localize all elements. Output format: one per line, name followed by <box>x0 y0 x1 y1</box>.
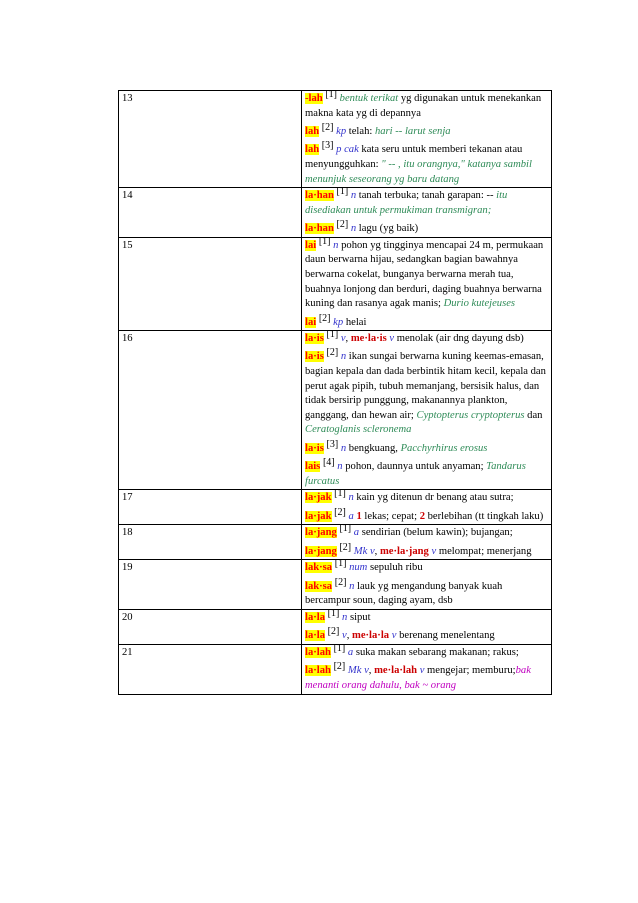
definition-text: kain yg ditenun dr benang atau sutra; <box>353 492 514 504</box>
definition-text: suka makan sebarang makanan; rakus; <box>353 646 519 658</box>
word-class: n <box>340 351 347 363</box>
dictionary-entry <box>305 312 548 331</box>
table-row <box>119 490 552 525</box>
proverb-text: bak menanti orang dahulu, bak ~ orang <box>305 665 531 691</box>
dictionary-entry <box>305 329 548 347</box>
headword: lak·sa <box>305 580 333 592</box>
dictionary-entry <box>305 626 548 644</box>
definition-text: berenang menelentang <box>396 630 495 642</box>
homonym-number: [1] <box>326 329 339 341</box>
homonym-number: [2] <box>339 541 352 553</box>
entry-cell <box>302 331 552 490</box>
word-class: a <box>353 527 360 539</box>
definition-text: tanah terbuka; tanah garapan: -- <box>356 190 497 202</box>
dictionary-entry <box>305 488 548 506</box>
definition-text: siput <box>347 611 371 623</box>
dictionary-entry <box>305 438 548 457</box>
table-row <box>119 331 552 490</box>
definition-text: berlebihan (tt tingkah laku) <box>424 510 544 522</box>
definition-text: lekas; cepat; <box>361 510 420 522</box>
homonym-number: [2] <box>336 219 349 231</box>
table-row <box>119 237 552 330</box>
dictionary-entry <box>305 235 548 312</box>
word-class: n <box>350 223 357 235</box>
dictionary-entry <box>305 523 548 541</box>
word-class: a <box>348 510 354 522</box>
word-class: kp <box>336 125 347 137</box>
definition-text: ikan sungai berwarna kuning keemas-emasan, bagian kepala dan dada berbintik hitam kecil, kepala dan perut agak pipih, tubuh memanjang, bersisik halus, dan tidak bersirip punggung, makanannya plankton, ganggang, dan hewan air; <box>305 351 546 421</box>
example-text: Cyptopterus cryptopterus <box>416 409 525 421</box>
word-class: v <box>391 630 397 642</box>
derived-form: 1 <box>356 510 362 522</box>
definition-text: dan <box>524 409 543 421</box>
homonym-number: [3] <box>321 140 334 152</box>
homonym-number: [1] <box>336 186 349 198</box>
homonym-number: [1] <box>334 558 347 570</box>
homonym-number: [2] <box>318 312 331 324</box>
word-class: Mk v <box>347 665 369 677</box>
headword: lah <box>305 125 320 137</box>
dictionary-entry <box>305 661 548 693</box>
dictionary-entry <box>305 506 548 525</box>
headword: lai <box>305 316 317 328</box>
definition-text: pohon, daunnya untuk anyaman; <box>342 461 487 473</box>
homonym-number: [1] <box>333 642 346 654</box>
example-text: Ceratoglanis scleronema <box>305 424 412 436</box>
headword: la·is <box>305 351 324 363</box>
derived-form: me·la·la <box>352 630 390 642</box>
word-class: n <box>337 461 343 473</box>
homonym-number: [2] <box>321 121 334 133</box>
word-class: kp <box>333 316 344 328</box>
definition-text: , <box>345 333 351 345</box>
word-class: n <box>342 611 348 623</box>
headword: la·is <box>305 333 324 345</box>
definition-text: lauk yg mengandung banyak kuah bercampur soun, daging ayam, dsb <box>305 580 503 607</box>
headword: lak·sa <box>305 562 333 574</box>
homonym-number: [2] <box>333 661 346 673</box>
row-number: 16 <box>119 331 302 490</box>
dictionary-entry <box>305 576 548 609</box>
dictionary-table-body <box>119 91 552 695</box>
entry-cell <box>302 91 552 188</box>
table-row <box>119 560 552 610</box>
row-number: 17 <box>119 490 302 525</box>
headword: la·la <box>305 611 326 623</box>
entry-cell <box>302 188 552 238</box>
definition-text: yg digunakan untuk menekankan makna kata yg di depannya <box>305 93 542 119</box>
headword: la·jak <box>305 492 332 504</box>
headword: la·jang <box>305 545 337 557</box>
word-class: n <box>348 492 354 504</box>
homonym-number: [2] <box>334 506 346 518</box>
dictionary-entry <box>305 541 548 560</box>
definition-text: menolak (air dng dayung dsb) <box>394 333 524 345</box>
row-number: 13 <box>119 91 302 188</box>
example-text: hari -- larut senja <box>374 125 451 137</box>
word-class: p cak <box>336 144 359 156</box>
homonym-number: [2] <box>327 626 340 638</box>
entry-cell <box>302 609 552 644</box>
headword: la·is <box>305 442 324 454</box>
homonym-number: [1] <box>339 523 352 535</box>
headword: la·han <box>305 190 334 202</box>
row-number: 20 <box>119 609 302 644</box>
word-class: num <box>349 562 368 574</box>
word-class: v <box>342 630 347 642</box>
homonym-number: [1] <box>325 89 337 100</box>
definition-text: bengkuang, <box>346 442 401 454</box>
derived-form: me·la·is <box>350 333 387 345</box>
word-class: n <box>340 442 347 454</box>
definition-text: melompat; menerjang <box>436 545 532 557</box>
example-text: Durio kutejeuses <box>443 298 516 310</box>
definition-text: pohon yg tingginya mencapai 24 m, permukaan daun berwarna hijau, sedangkan bagian bawahnya berwarna cokelat, bunganya berwarna merah tua, buahnya lonjong dan berduri, daging buahnya berwarna kuning dan rasanya agak manis; <box>305 239 544 310</box>
derived-form: me·la·jang <box>379 545 429 557</box>
headword: lah <box>305 144 320 156</box>
definition-text: telah: <box>346 125 375 137</box>
definition-text: , <box>368 665 375 677</box>
headword: -lah <box>305 93 323 104</box>
homonym-number: [1] <box>334 488 346 500</box>
example-text: itu disediakan untuk permukiman transmigran; <box>305 190 508 216</box>
homonym-number: [2] <box>334 576 347 588</box>
headword: la·jang <box>305 527 337 539</box>
definition-text: lagu (yg baik) <box>356 223 419 235</box>
dictionary-entry <box>305 558 548 576</box>
dictionary-entry <box>305 219 548 237</box>
word-class: n <box>333 239 339 251</box>
homonym-number: [4] <box>322 457 335 469</box>
headword: lai <box>305 239 317 251</box>
dictionary-entry <box>305 607 548 626</box>
headword: la·lah <box>305 665 331 677</box>
table-row <box>119 91 552 188</box>
example-text: bentuk terikat <box>339 93 399 104</box>
derived-form: me·la·lah <box>374 665 418 677</box>
entry-cell <box>302 490 552 525</box>
headword: la·lah <box>305 646 331 658</box>
dictionary-table <box>118 90 552 695</box>
definition-text: sepuluh ribu <box>367 562 423 574</box>
row-number: 15 <box>119 237 302 330</box>
row-number: 14 <box>119 188 302 238</box>
word-class: v <box>419 665 425 677</box>
row-number: 19 <box>119 560 302 610</box>
dictionary-entry <box>305 457 548 489</box>
example-text: Pacchyrhirus erosus <box>400 442 488 454</box>
word-class: v <box>340 333 346 345</box>
word-class: a <box>347 646 354 658</box>
entry-cell <box>302 525 552 560</box>
dictionary-entry <box>305 89 548 121</box>
entry-cell <box>302 237 552 330</box>
word-class: v <box>389 333 395 345</box>
definition-text: , <box>374 545 380 557</box>
table-row <box>119 525 552 560</box>
entry-cell <box>302 644 552 694</box>
word-class: n <box>350 190 357 202</box>
homonym-number: [1] <box>318 235 331 247</box>
dictionary-entry <box>305 140 548 187</box>
example-text: " -- , itu orangnya," katanya sambil menunjuk seseorang yg baru datang <box>305 158 532 185</box>
row-number: 18 <box>119 525 302 560</box>
dictionary-entry <box>305 186 548 218</box>
word-class: n <box>349 580 355 592</box>
dictionary-entry <box>305 642 548 661</box>
table-row <box>119 188 552 238</box>
headword: la·la <box>305 630 326 642</box>
headword: la·han <box>305 223 334 235</box>
homonym-number: [3] <box>326 438 339 450</box>
headword: lais <box>305 461 321 473</box>
definition-text: kata seru untuk memberi tekanan atau menyungguhkan: <box>305 144 523 170</box>
row-number: 21 <box>119 644 302 694</box>
definition-text: helai <box>343 316 367 328</box>
headword: la·jak <box>305 510 332 522</box>
word-class: v <box>431 545 437 557</box>
definition-text: mengejar; memburu; <box>424 665 516 677</box>
dictionary-entry <box>305 347 548 438</box>
table-row <box>119 609 552 644</box>
word-class: Mk v <box>353 545 375 557</box>
table-row <box>119 644 552 694</box>
example-text: Tandarus furcatus <box>305 461 526 487</box>
derived-form: 2 <box>419 510 425 522</box>
homonym-number: [2] <box>326 347 339 359</box>
entry-cell <box>302 560 552 610</box>
homonym-number: [1] <box>327 607 340 619</box>
definition-text: sendirian (belum kawin); bujangan; <box>359 527 513 539</box>
dictionary-entry <box>305 121 548 140</box>
definition-text: , <box>346 630 352 642</box>
